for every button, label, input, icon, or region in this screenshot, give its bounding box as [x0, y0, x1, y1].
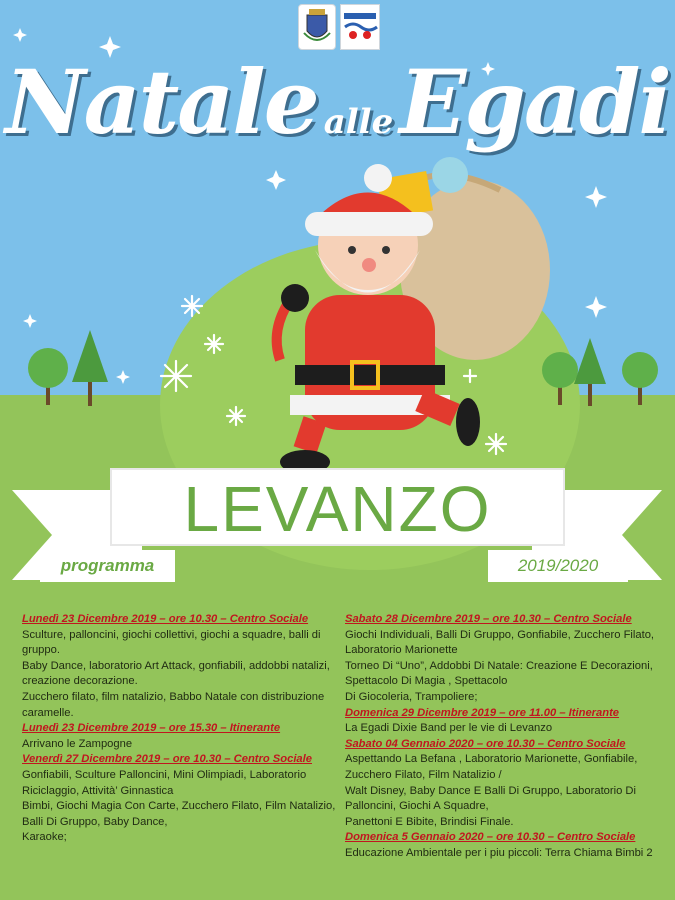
event-description: Arrivano le Zampogne	[22, 737, 133, 750]
title-word-egadi: Egadi	[399, 50, 670, 154]
event-description: La Egadi Dixie Band per le vie di Levanzo	[345, 722, 553, 735]
sparkle-icon	[585, 186, 607, 208]
snowflake-icon	[161, 361, 191, 391]
event-heading: Domenica 29 Dicembre 2019 – ore 11.00 – Itinerante	[345, 706, 620, 719]
santa-claus-illustration	[250, 150, 560, 480]
program-entry	[345, 612, 667, 706]
program-entry	[22, 721, 340, 752]
title-word-natale: Natale	[5, 50, 318, 154]
event-description: Aspettando La Befana , Laboratorio Marionette, Gonfiabile, Zucchero Filato, Film Natalizio / Walt Disney, Baby Dance E Balli Di Gruppo, Laboratorio Di Palloncini, Giochi A Squadre, Panettoni E Bibite, Brindisi Finale.	[345, 753, 638, 828]
program-entry	[345, 706, 667, 737]
event-description: Giochi Individuali, Balli Di Gruppo, Gonfiabile, Zucchero Filato, Laboratorio Marionette Torneo Di “Uno”, Addobbi Di Natale: Creazione E Decorazioni, Spettacolo Di Magia , Spettacolo Di Giocoleria, Trampoliere;	[345, 628, 655, 703]
main-ribbon	[110, 468, 565, 546]
program-entry	[22, 612, 340, 721]
event-description: Sculture, palloncini, giochi collettivi, giochi a squadre, balli di gruppo. Baby Dance, laboratorio Art Attack, gonfiabili, addobbi natalizi, creazione decorazione. Zucchero filato, film natalizio, Babbo Natale con distribuzione caramelle.	[22, 628, 330, 719]
event-heading: Lunedì 23 Dicembre 2019 – ore 10.30 – Centro Sociale	[22, 613, 309, 625]
event-heading: Lunedì 23 Dicembre 2019 – ore 15.30 – Itinerante	[22, 722, 281, 735]
snowflake-icon	[205, 335, 223, 353]
program-entry	[345, 737, 667, 831]
sparkle-icon	[116, 370, 130, 384]
program-column-right	[345, 612, 667, 862]
season-label: 2019/2020	[517, 556, 599, 575]
location-name: LEVANZO	[183, 473, 492, 545]
program-entry	[345, 830, 667, 861]
program-entry	[22, 752, 340, 846]
event-heading: Sabato 04 Gennaio 2020 – ore 10.30 – Centro Sociale	[345, 737, 626, 750]
event-heading: Venerdì 27 Dicembre 2019 – ore 10.30 – Centro Sociale	[22, 753, 312, 766]
title-word-alle: alle	[323, 102, 394, 142]
sparkle-icon	[585, 296, 607, 318]
event-description: Educazione Ambientale per i piu piccoli: Terra Chiama Bimbi 2	[345, 846, 653, 859]
poster-title	[0, 50, 675, 154]
event-heading: Domenica 5 Gennaio 2020 – ore 10.30 – Centro Sociale	[345, 831, 636, 844]
snowflake-icon	[227, 407, 245, 425]
program-column-left	[22, 612, 340, 846]
programma-label: programma	[60, 556, 155, 575]
trees-left	[20, 320, 110, 410]
ribbon-left-tag	[40, 550, 175, 582]
event-description: Gonfiabili, Sculture Palloncini, Mini Olimpiadi, Laboratorio Riciclaggio, Attività’ Ginnastica Bimbi, Giochi Magia Con Carte, Zucchero Filato, Film Natalizio, Balli Di Gruppo, Baby Dance, Karaoke;	[22, 768, 336, 844]
event-heading: Sabato 28 Dicembre 2019 – ore 10.30 – Centro Sociale	[345, 613, 632, 625]
ribbon-right-tag	[488, 550, 628, 582]
sparkle-icon	[13, 28, 27, 42]
snowflake-icon	[182, 296, 202, 316]
